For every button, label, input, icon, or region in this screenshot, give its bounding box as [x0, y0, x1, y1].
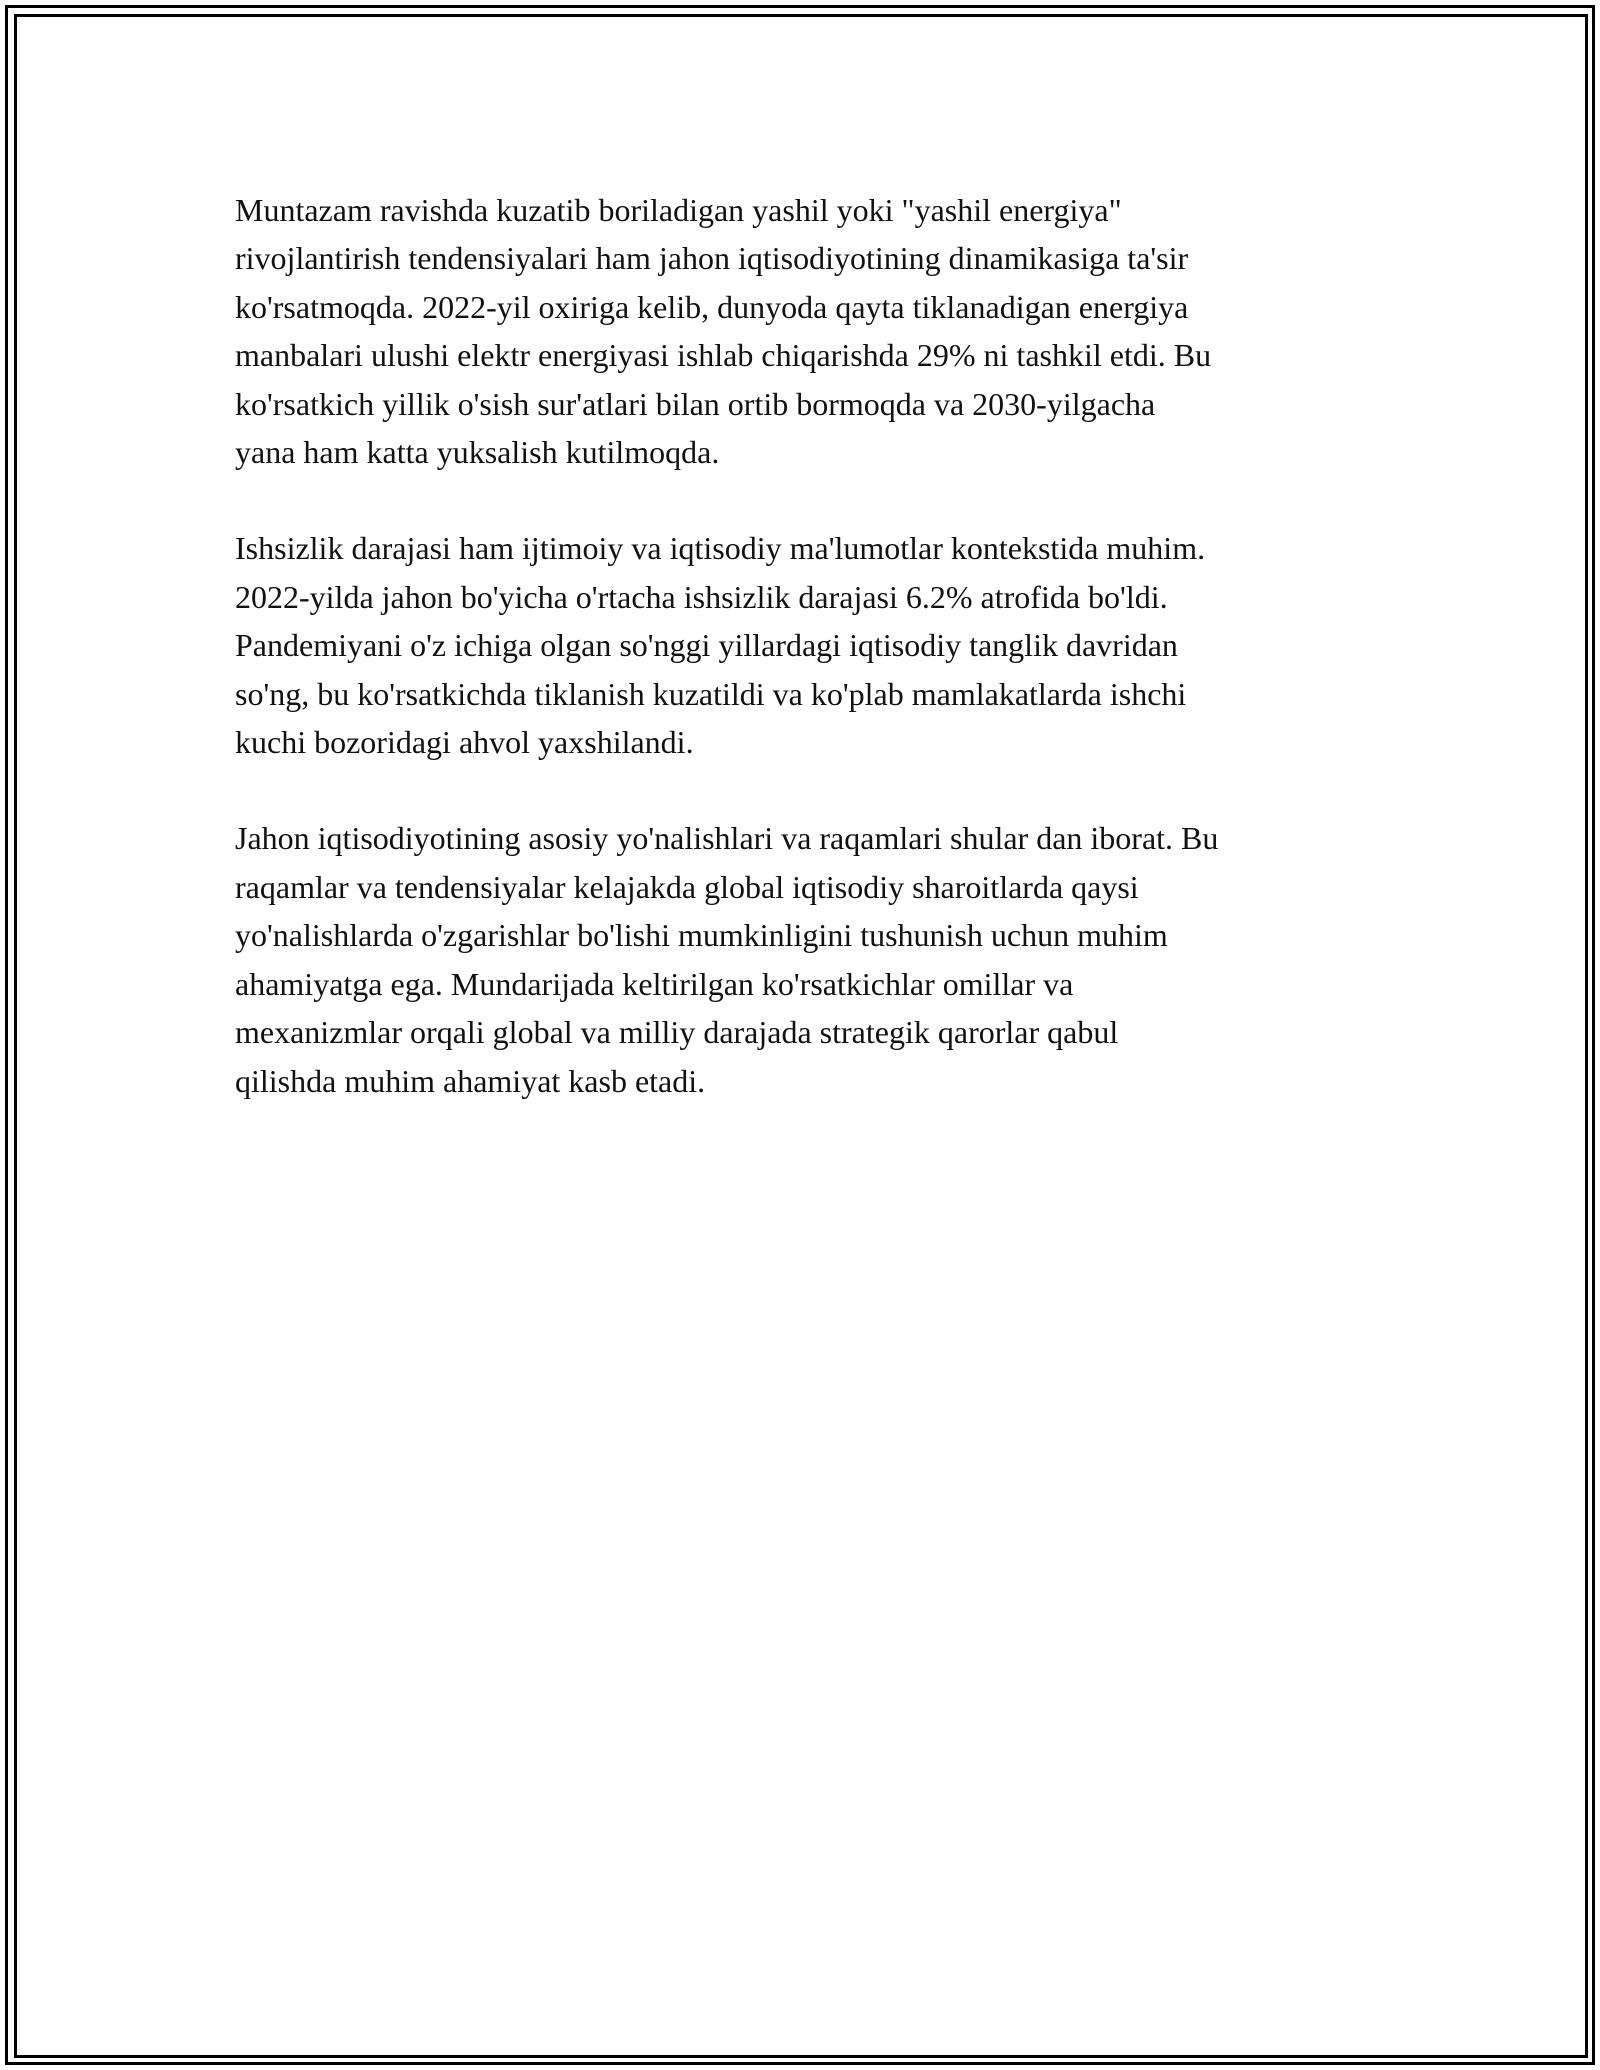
text-line: kuchi bozoridagi ahvol yaxshilandi.: [235, 724, 694, 761]
text-line: 2022-yilda jahon bo'yicha o'rtacha ishsizlik darajasi 6.2% atrofida bo'ldi.: [235, 578, 1168, 615]
text-line: ahamiyatga ega. Mundarijada keltirilgan ko'rsatkichlar omillar va: [235, 965, 1074, 1002]
text-line: yana ham katta yuksalish kutilmoqda.: [235, 434, 720, 471]
text-line: raqamlar va tendensiyalar kelajakda global iqtisodiy sharoitlarda qaysi: [235, 868, 1139, 905]
text-line: yo'nalishlarda o'zgarishlar bo'lishi mumkinligini tushunish uchun muhim: [235, 917, 1168, 954]
text-line: so'ng, bu ko'rsatkichda tiklanish kuzatildi va ko'plab mamlakatlarda ishchi: [235, 675, 1187, 712]
text-line: mexanizmlar orqali global va milliy darajada strategik qarorlar qabul: [235, 1014, 1119, 1051]
text-line: rivojlantirish tendensiyalari ham jahon iqtisodiyotining dinamikasiga ta'sir: [235, 240, 1189, 277]
text-line: Jahon iqtisodiyotining asosiy yo'nalishlari va raqamlari shular dan iborat. Bu: [235, 820, 1219, 857]
paragraph-unemployment: [235, 524, 1365, 766]
text-line: Muntazam ravishda kuzatib boriladigan yashil yoki "yashil energiya": [235, 192, 1122, 228]
text-line: ko'rsatkich yillik o'sish sur'atlari bilan ortib bormoqda va 2030-yilgacha: [235, 385, 1156, 422]
document-body: [235, 186, 1365, 1153]
text-line: Pandemiyani o'z ichiga olgan so'nggi yillardagi iqtisodiy tanglik davridan: [235, 627, 1178, 664]
paragraph-renewable-energy: [235, 186, 1365, 476]
text-line: Ishsizlik darajasi ham ijtimoiy va iqtisodiy ma'lumotlar kontekstida muhim.: [235, 530, 1206, 567]
paragraph-conclusion: [235, 814, 1365, 1104]
text-line: qilishda muhim ahamiyat kasb etadi.: [235, 1062, 706, 1099]
text-line: manbalari ulushi elektr energiyasi ishlab chiqarishda 29% ni tashkil etdi. Bu: [235, 337, 1212, 374]
text-line: ko'rsatmoqda. 2022-yil oxiriga kelib, dunyoda qayta tiklanadigan energiya: [235, 288, 1189, 325]
